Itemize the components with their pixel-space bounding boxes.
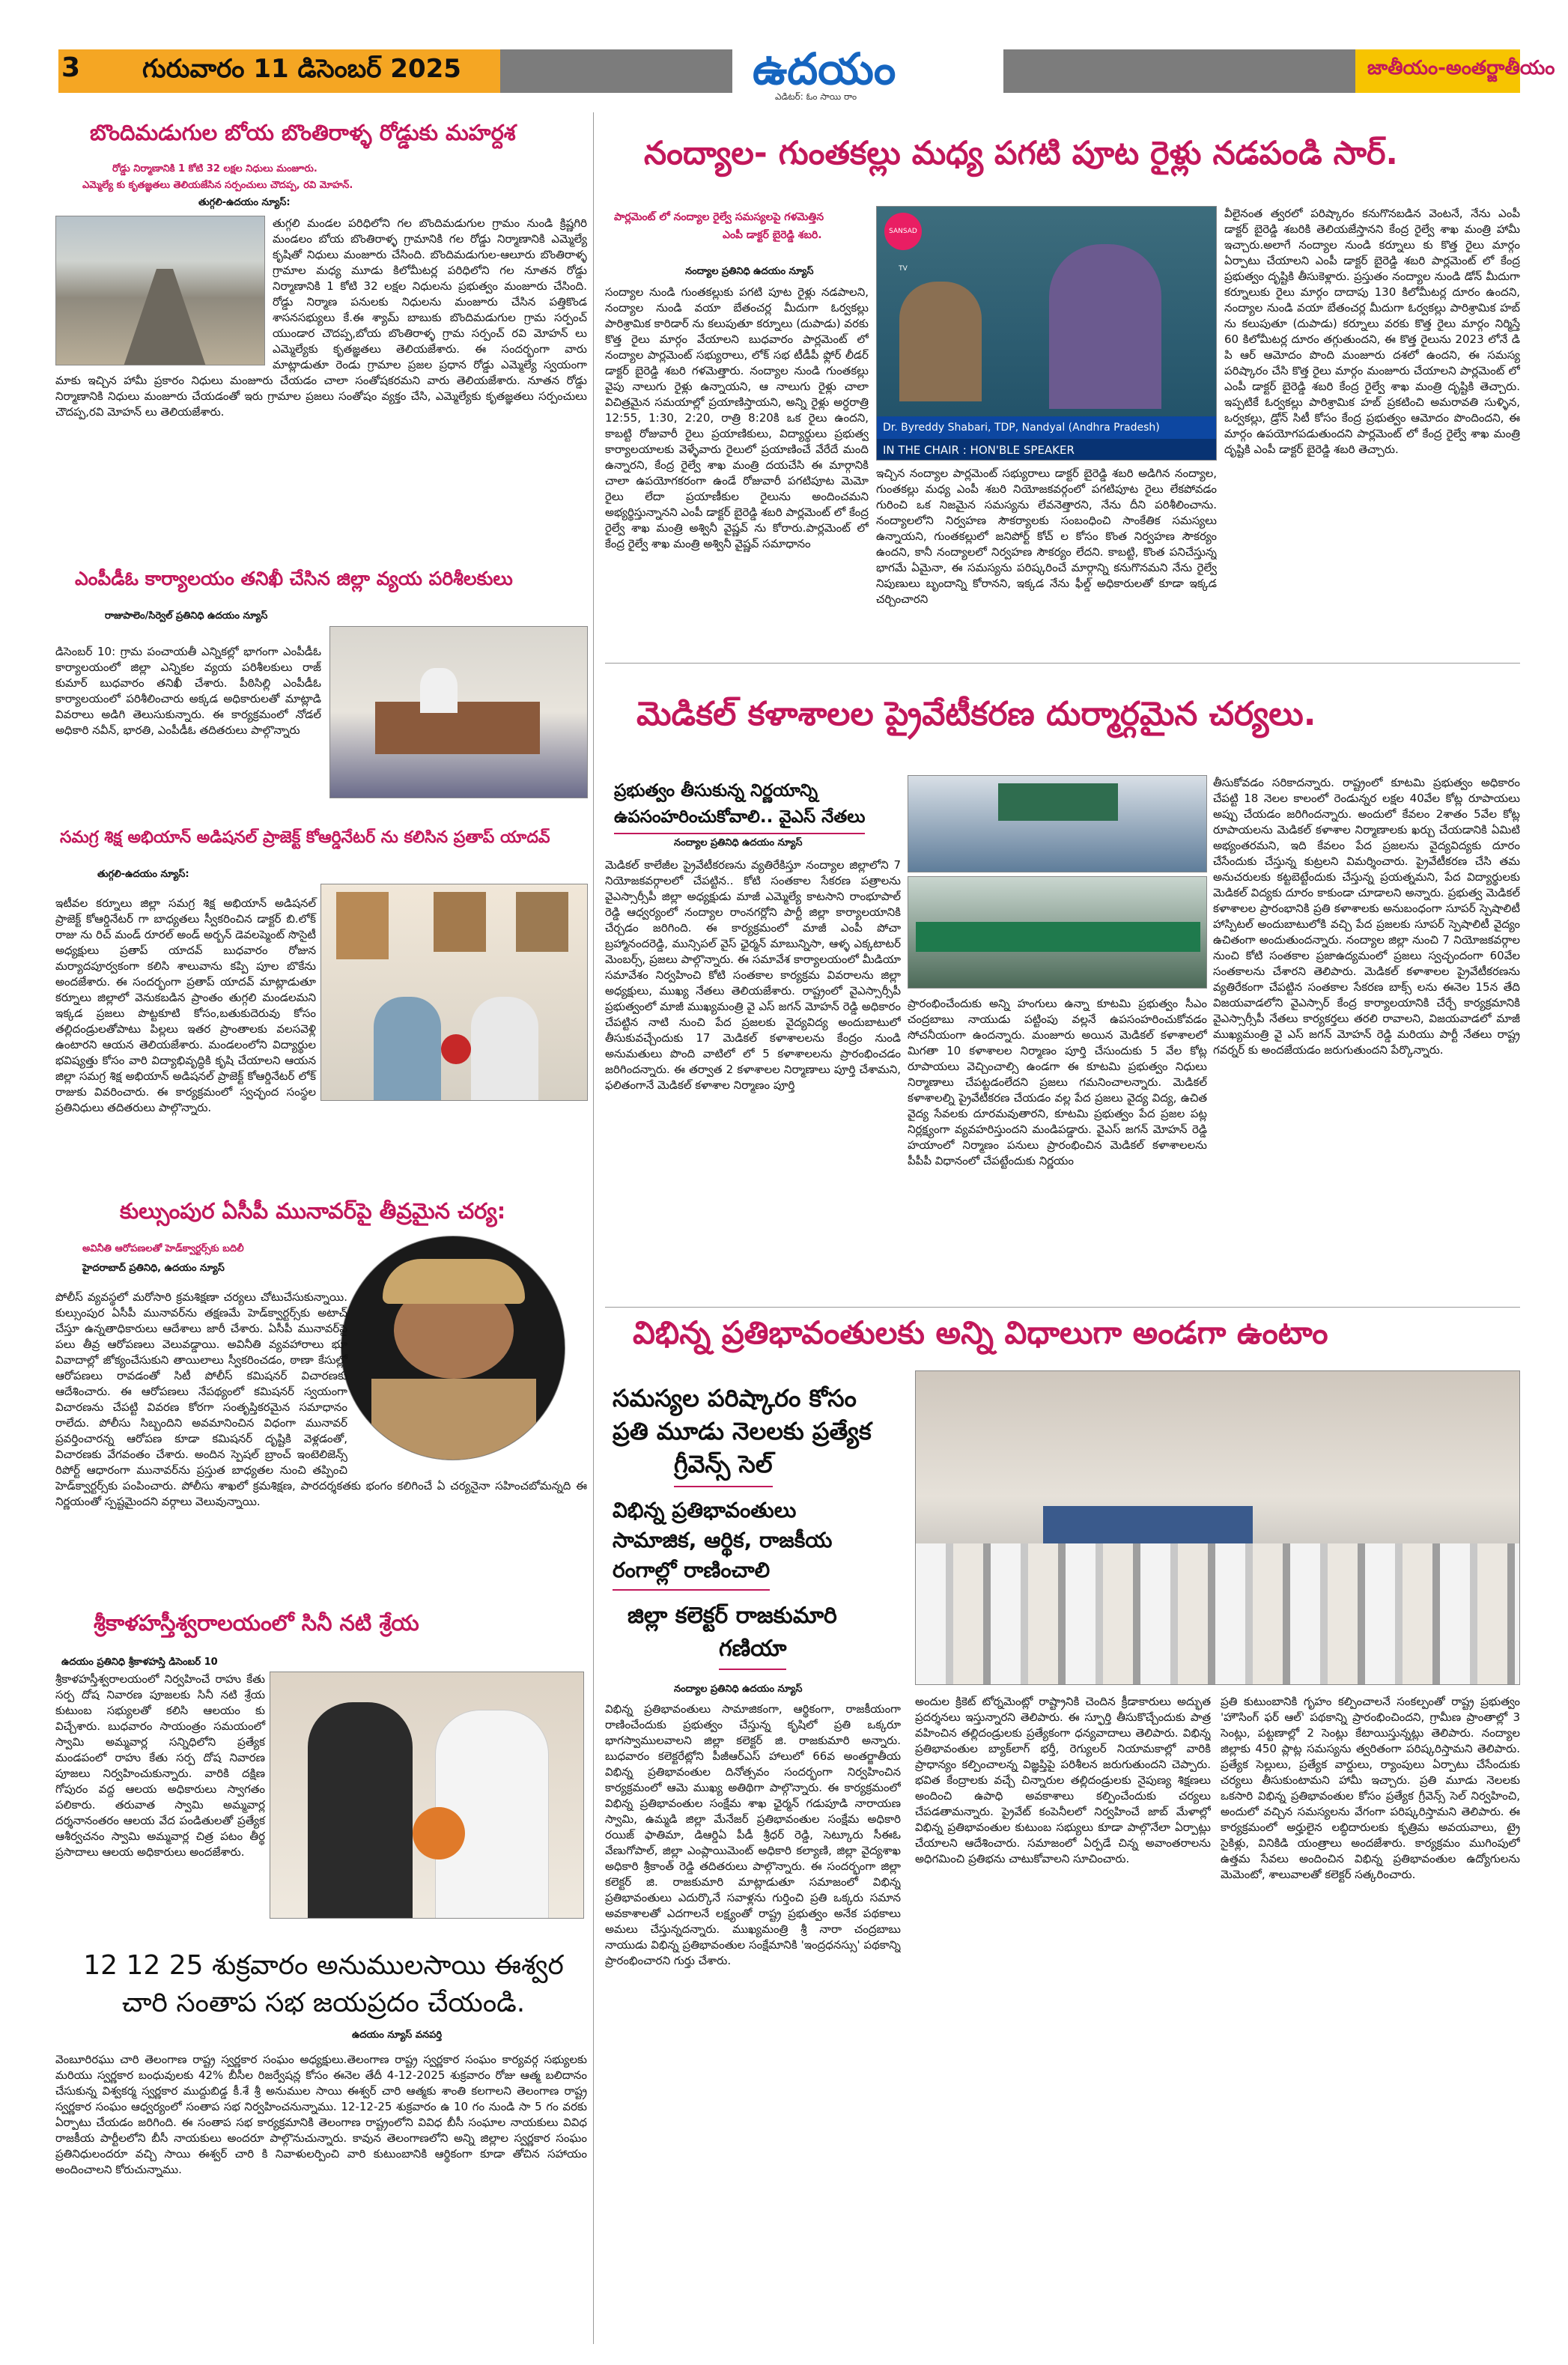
header-bar-gray-right — [1003, 49, 1355, 93]
medical-body-col1: మెడికల్ కాలేజీల ప్రైవేటీకరణను వ్యతిరేకిస్తూ నంద్యాల జిల్లాలోని 7 నియోజకవర్గాలలో చేపట్టిన.. కోటి సంతకాల సేకరణ పత్రాలను వైఎస్సార్సీపీ జిల్లా అధ్యక్షుడు మాజీ ఎమ్మెల్యే కాటసాని రాంభూపాల్ రెడ్డి ఆధ్వర్యంలో నంద్యాల రాంనగర్లోని పార్టీ జిల్లా కార్యాలయానికి చేర్చడం జరిగింది. ఈ కార్యక్రమంలో మాజీ ఎంపీ పోచా బ్రహ్మానందరెడ్డి, మున్సిపల్ వైస్ ఛైర్మన్ మాబున్నిసా, ఆళ్ళ ఎక్కటాటర్ మెంబర్స్, ప్రజలు పాల్గొన్నారు. ఈ సమావేశ కార్యాలయంలో మీడియా సమావేశం నిర్వహించి కోటి సంతకాల కార్యక్రమ వివరాలను జిల్లా అధ్యక్షులు, ముఖ్య నేతలు తెలియజేశారు. రాష్ట్రంలో వైఎస్సార్సీపీ ప్రభుత్వంలో మాజీ ముఖ్యమంత్రి వై ఎస్ జగన్ మోహన్ రెడ్డి అధికారం చేపట్టిన నాటి నుంచి పేద ప్రజలకు వైద్యవిద్య అందుబాటులో తీసుకువచ్చేందుకు 17 మెడికల్ కళాశాలలను కేంద్రం నుండి అనుమతులు పొంది వాటిలో లో 5 కళాశాలలను ప్రారంభించడం జరిగిందన్నారు. ఈ తర్వాత 2 కళాశాలల నిర్మాణాలు పూర్తి చేశామని, ఫలితంగానే మెడికల్ కళాశాల నిర్మాణం పూర్తి — [605, 858, 901, 1092]
medical-subhead-1: ప్రభుత్వం తీసుకున్న నిర్ణయాన్ని — [614, 781, 818, 801]
trains-body-col3: వీలైనంత త్వరలో పరిష్కారం కనుగొనబడిన వెంటనే, నేను ఎంపీ డాక్టర్ బైరెడ్డి శబరికి తెలియజేస్తానని కేంద్ర రైల్వే శాఖ మంత్రి హామీ ఇచ్చారు.అలాగే నంద్యాల నుండి కర్నూలు కు కొత్త రైలు మార్గం ఏర్పాటు చేయాలని ఎంపీ డాక్టర్ బైరెడ్డి శబరి పార్లమెంట్ లో కేంద్ర ప్రభుత్వం దృష్టికి తీసుకెళ్లారు. ప్రస్తుతం నంద్యాల నుండి డోన్ మీదుగా కర్నూలుకు రైలు మార్గం దాదాపు 130 కిలోమీటర్ల దూరం ఉందని, నంద్యాల నుండి వయా బేతంచర్ల మీదుగా ఓర్వకల్లు పారిశ్రామిక హబ్ ను కలుపుతూ (దుపాడు) కర్నూలు వరకు కొత్త రైలు మార్గం నిర్మిస్తే 60 కిలోమీటర్ల దూరం తగ్గుతుందని, ఈ కొత్త రైలును 2023 లోనే డి పి ఆర్ ఆమోదం పొంది మంజూరు దశలో ఉందని, ఈ సమస్య పరిష్కారం చేసి కొత్త రైలు మార్గం మంజూరు చేయాలని పార్లమెంట్ లో ఎంపీ డాక్టర్ బైరెడ్డి శబరి కేంద్ర రైల్వే శాఖ మంత్రి దృష్టికి తెచ్చారు. ఇప్పటికే ఓర్వకల్లు పారిశ్రామిక హబ్ ప్రకటించి అమరావతి సుళ్ళిన, ఒర్వకల్లు, డ్రోన్ సిటీ కోసం కేంద్ర ప్రభుత్వం ఆమోదం పొందిందని, ఈ మార్గం ఉపయోగపడుతుందని పార్లమెంట్ లో కేంద్ర రైల్వే శాఖ మంత్రి దృష్టికి ఎంపీ డాక్టర్ బైరెడ్డి శబరి తెచ్చారు. — [1224, 207, 1520, 456]
section-name: జాతీయం-అంతర్జాతీయం — [1367, 57, 1555, 79]
logo-text: ఉదయం — [753, 43, 896, 94]
photo-caption-2: IN THE CHAIR : HON'BLE SPEAKER — [877, 439, 1217, 461]
meeting-headline: 12 12 25 శుక్రవారం అనుములసాయి ఈశ్వర చారి సంతాప సభ జయప్రదం చేయండి. — [83, 1950, 564, 2018]
photo-caption-1: Dr. Byreddy Shabari, TDP, Nandyal (Andhra Pradesh) — [877, 416, 1217, 439]
medical-byline: నంద్యాల ప్రతినిధి ఉదయం న్యూస్ — [674, 837, 803, 848]
grievance-headline: విభిన్న ప్రతిభావంతులకు అన్ని విధాలుగా అండగా ఉంటాం — [633, 1314, 1328, 1351]
road-byline: తుగ్గలి-ఉదయం న్యూస్: — [198, 197, 291, 208]
srikalahasti-body — [55, 1672, 587, 1934]
police-subhead: అవినీతి ఆరోపణలతో హెడ్‌క్వార్టర్స్‌కు బదిలీ — [82, 1243, 244, 1254]
grievance-subhead-1c: గ్రీవెన్స్ సెల్ — [674, 1450, 773, 1487]
mp-speaking-figure — [1049, 244, 1161, 409]
mpdo-byline: రాజుపాలెం/సిర్వెల్ ప్రతినిధి ఉదయం న్యూస్ — [105, 610, 268, 622]
grievance-subhead-3b: గణియా — [719, 1636, 786, 1670]
divider-trains-medical — [605, 663, 1520, 664]
grievance-body-col3: ప్రతి కుటుంబానికి గృహం కల్పించాలనే సంకల్పంతో రాష్ట్ర ప్రభుత్వం 'హౌసింగ్ ఫర్ ఆల్' పథకాన్ని ప్రారంభించిందని, గ్రామీణ ప్రాంతాల్లో 3 సెంట్లు, పట్టణాల్లో 2 సెంట్లు కేటాయిస్తున్నట్లు తెలిపారు. నంద్యాల జిల్లాకు 450 ప్లాట్ల సమస్యను త్వరితంగా పరిష్కరిస్తామని తెలిపారు. ప్రత్యేక సెల్లులు, ప్రత్యేక వార్డులు, ర్యాంపులు ఏర్పాటు చేసేందుకు చర్యలు తీసుకుంటామని హామీ ఇచ్చారు. ప్రతి మూడు నెలలకు ఒకసారి విభిన్న ప్రతిభావంతుల కోసం ప్రత్యేక గ్రీవెన్స్ సెల్ నిర్వహించి, అందులో వచ్చిన సమస్యలను వేగంగా పరిష్కరిస్తామని తెలిపారు. ఈ కార్యక్రమంలో అర్హులైన లబ్ధిదారులకు కృత్రిమ అవయవాలు, ట్రై సైకిళ్లు, వినికిడి యంత్రాలు అందజేశారు. కార్యక్రమం ముగింపులో ఉత్తమ సేవలు అందించిన విభిన్న ప్రతిభావంతుల ఉద్యోగులను మెమెంటో, శాలువాలతో కలెక్టర్ సత్కరించారు. — [1221, 1695, 1520, 1881]
page-number: 3 — [61, 52, 81, 83]
grievance-subhead-2b: సామాజిక, ఆర్థిక, రాజకీయ — [613, 1528, 833, 1552]
medical-photo-1 — [908, 775, 1207, 872]
road-headline: బొందిమడుగుల బోయ బొంతిరాళ్ళ రోడ్డుకు మహర్దశ — [90, 120, 516, 145]
header-bar-gray-left — [500, 49, 732, 93]
medical-subhead-2: ఉపసంహరించుకోవాలి.. వైఎస్ నేతలు — [614, 807, 865, 834]
grievance-subhead-2a: విభిన్న ప్రతిభావంతులు — [613, 1498, 797, 1522]
trains-photo — [876, 206, 1217, 461]
divider-medical-grievance — [605, 1307, 1520, 1308]
trains-subhead-2: ఎంపీ డాక్టర్ బైరెడ్డి శబరి. — [723, 229, 822, 241]
ssa-body-text: ఇటీవల కర్నూలు జిల్లా సమగ్ర శిక్ష అభియాన్ అడిషనల్ ప్రాజెక్ట్ కోఆర్డినేటర్ గా బాధ్యతలు స్వీకరించిన డాక్టర్ బి.లోక్ రాజు ను రిచ్ మండ్ రూరల్ అండ్ అర్బన్ డెవలప్మెంట్ సొసైటీ అధ్యక్షులు ప్రతాప్ యాదవ్ బుధవారం రోజున మర్యాదపూర్వకంగా కలిసి శాలువాను కప్పి పూల బొకేను అందజేశారు. ఈ సందర్భంగా ప్రతాప్ యాదవ్ మాట్లాడుతూ కర్నూలు జిల్లాలో వెనుకబడిన ప్రాంతం తుగ్గలి మండలమని ఇక్కడ ప్రజలు పొట్టకూటి కోసం,బతుకుదెరువు కోసం తల్లిదండ్రులతోపాటు పిల్లలు ఇతర ప్రాంతాలకు వలసవెళ్లి ఉంటారని ఆయన తెలియజేశారు. మండలంలోని విద్యార్థుల భవిష్యత్తు కోసం వారి విద్యాభివృద్ధికి కృషి చేయాలని ఆయన జిల్లా సమగ్ర శిక్ష అభియాన్ అడిషనల్ ప్రాజెక్ట్ కోఆర్డినేటర్ లోక్ రాజుకు వివరించారు. ఈ కార్యక్రమంలో స్వచ్ఛంద సంస్థల ప్రతినిధులు తదితరులు పాల్గొన్నారు. — [55, 896, 316, 1114]
grievance-subhead-1a: సమస్యల పరిష్కారం కోసం — [613, 1384, 857, 1412]
sansad-tv-logo: SANSAD TV — [884, 213, 922, 250]
grievance-subhead-2c: రంగాల్లో రాణించాలి — [613, 1558, 770, 1591]
meeting-byline: ఉదయం న్యూస్ వనపర్తి — [352, 2029, 443, 2041]
road-subhead-1: రోడ్డు నిర్మాణానికి 1 కోటి 32 లక్షల నిధులు మంజూరు. — [112, 163, 317, 174]
ssa-byline: తుగ్గలి-ఉదయం న్యూస్: — [97, 869, 189, 880]
official-figure — [420, 668, 458, 713]
column-divider-left — [593, 112, 594, 1326]
office-table — [375, 702, 540, 754]
grievance-subhead-3a: జిల్లా కలెక్టర్ రాజకుమారి — [627, 1603, 837, 1629]
road-photo-spacer — [55, 216, 273, 369]
people-row — [916, 1543, 1520, 1685]
ssa-body — [55, 896, 587, 1195]
mpdo-headline: ఎంపీడీఓ కార్యాలయం తనిఖీ చేసిన జిల్లా వ్యయ పరిశీలకులు — [75, 568, 513, 589]
police-body-text: పోలీస్ వ్యవస్థలో మరోసారి క్రమశిక్షణా చర్యలు చోటుచేసుకున్నాయి. కుల్సుంపుర ఏసీపీ మునావర్‌ను తక్షణమే హెడ్‌క్వార్టర్స్‌కు అటాచ్ చేస్తూ ఉన్నతాధికారులు ఆదేశాలు జారీ చేశారు. ఏసీపీ మునావర్‌పై పలు తీవ్ర ఆరోపణలు వెలువడ్డాయి. అవినీతి వ్యవహారాలు భూ వివాదాల్లో జోక్యంచేసుకుని తాయిలాలు స్వీకరించడం, ఠాణా కేసుల్లో ఆరోపణలు రావడంతో సిటీ పోలీస్ కమిషనర్ విచారణకు ఆదేశించారు. ఈ ఆరోపణలు నేపథ్యంలో కమిషనర్ స్వయంగా విచారణను చేపట్టి వివరణ కోరగా సంతృప్తికరమైన సమాధానం రాలేదు. పోలీసు సిబ్బందిని అవమానించిన విధంగా మునావర్ ప్రవర్తించారన్న ఆరోపణ కూడా కమిషనర్ దృష్టికి వెళ్లడంతో, విచారణకు వేగవంతం చేశారు. అందిన స్పెషల్ బ్రాంచ్ ఇంటెలిజెన్స్ రిపోర్ట్ ఆధారంగా మునావర్‌ను ప్రస్తుత బాధ్యతల నుంచి తప్పించి హెడ్‌క్వార్టర్స్‌కు పంపించారు. పోలీసు శాఖలో క్రమశిక్షణ, పారదర్శకతకు భంగం కలిగించే ఏ చర్యనైనా సహించబోమన్నది ఈ నిర్ణయంతో స్పష్టమైందని వర్గాలు వెలువున్నాయి. — [55, 1290, 587, 1508]
police-headline: కుల్సుంపుర ఏసీపీ మునావర్‌పై తీవ్రమైన చర్య: — [120, 1198, 506, 1224]
medical-body-col3: తీసుకోవడం సరికాదన్నారు. రాష్ట్రంలో కూటమి ప్రభుత్వం అధికారం చేపట్టి 18 నెలల కాలంలో రెండున్నర లక్షల 40వేల కోట్ల రూపాయలు అప్పు చేయడం జరిగిందన్నారు. అందులో కేవలం 2శాతం 5వేల కోట్ల రూపాయలను మెడికల్ కళాశాల నిర్మాణాలకు ఖర్చు చేయడానికి ఏమిటి అభ్యంతరమని, ఇది కేవలం పేద ప్రజలను వైద్యవిద్యకు దూరం చేసేందుకు చేస్తున్న కుట్రలని విమర్శించారు. ప్రైవేటీకరణ చేసి తమ అనుచరులకు కట్టబెట్టేందుకు చేస్తున్న ప్రయత్నమని, పేద విద్యార్థులకు మెడికల్ విద్యకు దూరం కాకుండా చూడాలని అన్నారు. ప్రభుత్వ మెడికల్ కళాశాలల ప్రారంభానికి ప్రతి కళాశాలకు అనుబంధంగా సూపర్ స్పెషాలిటీ హాస్పిటల్ అందుబాటులోకి వచ్చి పేద ప్రజలకు సూపర్ స్పెషాలిటీ వైద్యం ఉచితంగా అందుతుందన్నారు. నంద్యాల జిల్లా నుంచి 7 నియోజకవర్గాల నుంచి కోటి సంతకాల ప్రజాఉద్యమంలో ప్రజలు స్వచ్ఛందంగా 60వేల సంతకాలను చేశారని తెలిపారు. మెడికల్ కళాశాలల ప్రైవేటీకరణను వ్యతిరేకంగా చేపట్టిన సంతకాల సేకరణ బాక్స్ లను ఈనెల 15న తేది విజయవాడలోని వైఎస్సార్ కేంద్ర కార్యాలయానికి చేర్చే కార్యక్రమానికి వైఎస్సార్సీపీ నేతలు కార్యకర్తలు తరలి రావాలని, విజయవాడలో మాజీ ముఖ్యమంత్రి వై ఎస్ జగన్ మోహన్ రెడ్డి మరియు పార్టీ నేతలు రాష్ట్ర గవర్నర్ కు అందజేయడం జరుగుతుందని పేర్కొన్నారు. — [1213, 776, 1520, 1057]
protest-banner — [916, 922, 1200, 952]
ssa-photo-spacer — [316, 896, 587, 1113]
trains-body-col2: ఇచ్చిన నంద్యాల పార్లమెంట్ సభ్యురాలు డాక్టర్ బైరెడ్డి శబరి అడిగిన నంద్యాల, గుంతకల్లు మధ్య ఎంపీ శబరి నియోజకవర్గంలో పగటిపూట రైలు లేకపోవడం గురించి ఒక నిజమైన సమస్యను లేవనెత్తారని, నేను దీని పరిశీలించాను. నంద్యాలలోని నిర్వహణ సౌకర్యాలకు సంబంధించి సాంకేతిక సమస్యలు ఉన్నాయని, గుంతకల్లులో జనిపోర్ట్ కోచ్ ల కోసం కొంత నిర్వహణ సౌకర్యం ఉందని, కానీ నంద్యాలలో నిర్వహణ సౌకర్యం లేదని. కాబట్టి, కొంత పనిచేస్తున్న భాగమే ఏమైనా, ఈ సమస్యను పరిష్కరించే మార్గాన్ని కనుగొనమని నేను రైల్వే నిపుణులు బృందాన్ని కోరానని, ఇక్కడ నేను ఫీల్డ్ అధికారులతో కూడా ఇక్కడ చర్చించారని — [876, 467, 1217, 606]
road-body-text: తుగ్గలి మండల పరిధిలోని గల బొందిమడుగుల గ్రామం నుండి క్రిష్ణగిరి మండలం బోయ బొంతిరాళ్ళ గ్రామానికి గల రోడ్డు నిర్మాణానికి ఎమ్మెల్యే కృషితో నిధులు మంజూరు చేసింది. బొందిమడుగుల-ఆలూరు బొంతిరాళ్ళ గ్రామాల మధ్య మూడు కిలోమీటర్ల పరిధిలోని గల నూతన రోడ్డు నిర్మాణానికి 1 కోటి 32 లక్షల నిధులను ప్రభుత్వం మంజూరు చేసింది. రోడ్డు నిర్మాణ పనులకు నిధులను మంజూరు చేసిన పత్తికొండ శాసనసభ్యులు కే.ఈ శ్యామ్ బాబుకు బొందిమడుగుల గ్రామ సర్పంచ్ యుండార చౌదప్ప,బోయ బొంతిరాళ్ళ గ్రామ సర్పంచ్ రవి మోహన్ లు ఎమ్మెల్యేకు కృతజ్ఞతలు తెలియజేశారు. ఈ సందర్భంగా వారు మాట్లాడుతూ రెండు గ్రామాల ప్రజల ప్రధాన రోడ్డు ఎమ్మెల్యే స్వయంగా మాకు ఇచ్చిన హామీ ప్రకారం నిధులు మంజూరు చేయడం చాలా సంతోషకరమని వారు తెలియజేశారు. నూతన రోడ్డు నిర్మాణానికి నిధులు మంజూరు చేయడంతో ఇరు గ్రామాల ప్రజలు సంతోషం వ్యక్తం చేసి, ఎమ్మెల్యేకు కృతజ్ఞతలు సర్పంచులు చౌదప్ప,రవి మోహన్ లు తెలియజేశారు. — [55, 216, 587, 419]
grievance-photo — [915, 1370, 1520, 1685]
srikalahasti-body-text: శ్రీకాళహస్తీశ్వరాలయంలో నిర్వహించే రాహు కేతు సర్ప దోష నివారణ పూజలకు సినీ నటి శ్రేయ కుటుంబ సభ్యులతో కలిసి ఆలయం కు విచ్చేశారు. బుధవారం సాయంత్రం సమయంలో స్వామి అమ్మవార్ల సన్నిధిలోని ప్రత్యేక మండపంలో రాహు కేతు సర్ప దోష నివారణ పూజలు నిర్వహించుకున్నారు. వారికి దక్షిణ గోపురం వద్ద ఆలయ అధికారులు స్వాగతం పలికారు. తరువాత స్వామి అమ్మవార్ల దర్శనానంతరం ఆలయ వేద పండితులతో ప్రత్యేక ఆశీర్వచనం స్వామి అమ్మవార్ల చిత్ర పటం తీర్థ ప్రసాదాలు ఆలయ అధికారులు అందజేశారు. — [55, 1672, 265, 1859]
road-subhead-2: ఎమ్మెల్యే కు కృతజ్ఞతలు తెలియజేసిన సర్పంచులు చౌదప్ప, రవి మోహన్. — [82, 180, 353, 191]
medical-body-col2: ప్రారంభించేందుకు అన్ని హంగులు ఉన్నా కూటమి ప్రభుత్వం సీఎం చంద్రబాబు నాయుడు పట్టింపు వల్లనే ఉపసంహరించుకోవడం సోచనీయంగా ఉందన్నారు. మంజూరు అయిన మెడికల్ కళాశాలలో మిగతా 10 కళాశాలల నిర్మాణం పూర్తి చేసుందుకు 5 వేల కోట్ల రూపాయలు వెచ్చించాల్సి ఉండగా ఈ కూటమి ప్రభుత్వం నిధులు నిర్మాణాలు చేపట్టడంలేదని ప్రజలు గమనించాలన్నారు. మెడికల్ కళాశాలల్ని ప్రైవేటీకరణ చేయడం వల్ల పేద ప్రజలు వైద్య విద్య, ఉచిత వైద్య సేవలకు దూరమవుతారని, కూటమి ప్రభుత్వం పేద ప్రజల పట్ల నిర్లక్ష్యంగా వ్యవహరిస్తుందని మండిపడ్డారు. వైఎస్ జగన్ మోహన్ రెడ్డి హయాంలో నిర్మాణం పనులు ప్రారంభించిన మెడికల్ కళాశాలలను పీపీపీ విధానంలో చేపట్టేందుకు నిర్ణయం — [908, 997, 1207, 1168]
srikalahasti-headline: శ్రీకాళహస్తీశ్వరాలయంలో సినీ నటి శ్రేయ — [94, 1610, 419, 1636]
trains-headline: నంద్యాల- గుంతకల్లు మధ్య పగటి పూట రైళ్లు నడపండి సార్. — [644, 135, 1398, 172]
mpdo-photo — [329, 626, 588, 798]
grievance-body-col1: విభిన్న ప్రతిభావంతులు సామాజికంగా, ఆర్థికంగా, రాజకీయంగా రాణించేందుకు ప్రభుత్వం చేస్తున్న కృషిలో ప్రతి ఒక్కరూ భాగస్వాములవాలని జిల్లా కలెక్టర్ జి. రాజకుమారి అన్నారు. బుధవారం కలెక్టరేట్లోని పీజీఆర్ఎస్ హాలులో 66వ అంతర్జాతీయ విభిన్న ప్రతిభావంతుల దినోత్సవం సందర్భంగా నిర్వహించిన కార్యక్రమంలో ఆమె ముఖ్య అతిథిగా పాల్గొన్నారు. ఈ కార్యక్రమంలో విభిన్న ప్రతిభావంతుల సంక్షేమ శాఖ ఛైర్మన్ గడుపూడి నారాయణ స్వామి, ఉమ్మడి జిల్లా మేనేజర్ ప్రతిభావంతుల సంక్షేమ అధికారి రయిజ్ ఫాతిమా, డిఆర్డిఏ పీడీ శ్రీధర్ రెడ్డి, సెట్కూరు సీఈఓ వేణుగోపాల్, జిల్లా ఎంప్లాయిమెంట్ అధికారి కల్యాణి, జిల్లా వైద్యశాఖ అధికారి శ్రీకాంత్ రెడ్డి తదితరులు పాల్గొన్నారు. ఈ సందర్భంగా జిల్లా కలెక్టర్ జి. రాజకుమారి మాట్లాడుతూ సమాజంలో విభిన్న ప్రతిభావంతులు ఎదుర్కొనే సవాళ్లను గుర్తించి ప్రతి ఒక్కరు సమాన అవకాశాలతో ఎదగాలనే లక్ష్యంతో రాష్ట్ర ప్రభుత్వం అనేక పథకాలు అమలు చేస్తున్నదన్నారు. ముఖ్యమంత్రి శ్రీ నారా చంద్రబాబు నాయుడు విభిన్న ప్రతిభావంతుల సంక్షేమానికి 'ఇంద్రధనస్సు' పథకాన్ని ప్రారంభించారని గుర్తు చేశారు. — [605, 1702, 901, 1967]
masthead-logo — [753, 43, 1007, 105]
member-figure-left — [899, 282, 982, 401]
srikalahasti-byline: ఉదయం ప్రతినిధి శ్రీకాళహస్తి డిసెంబర్ 10 — [61, 1657, 218, 1668]
medical-headline: మెడికల్ కళాశాలల ప్రైవేటీకరణ దుర్మార్గమైన చర్యలు. — [636, 695, 1316, 733]
grievance-body-col2: అందుల క్రికెట్ టోర్నమెంట్లో రాష్ట్రానికి చెందిన క్రీడాకారులు అద్భుత ప్రదర్శనలు ఇస్తున్నారని తెలిపారు. ఈ స్ఫూర్తి తీసుకొచ్చేందుకు పాత్ర వహించిన తల్లిదండ్రులకు ప్రత్యేకంగా ధన్యవాదాలు తెలిపారు. విభిన్న ప్రతిభావంతుల బ్యాక్‌లాగ్ భర్తీ, రెగ్యులర్ నియామకాల్లో వారికి ప్రాధాన్యం కల్పించాలన్న విజ్ఞప్తిపై పరిశీలన జరుగుతుందని చెప్పారు. భవిత కేంద్రాలకు వచ్చే చిన్నారుల తల్లిదండ్రులకు నైపుణ్య శిక్షణలు అందించి ఉపాధి అవకాశాలు కల్పించేందుకు చర్యలు చేపడతామన్నారు. ప్రైవేట్ కంపెనీలలో నిర్వహించే జాబ్ మేళాల్లో విభిన్న ప్రతిభావంతుల కుటుంబ సభ్యులు కూడా పాల్గొనేలా ఏర్పాట్లు చేయాలని ఆదేశించారు. సమాజంలో ఏర్పడే చిన్న అవాంతరాలను అధిగమించి ప్రతిభను చాటుకోవాలని సూచించారు. — [915, 1695, 1211, 1865]
trains-body-col1: సంద్యాల నుండి గుంతకల్లుకు పగటి పూట రైళ్లు నడపాలని, నంద్యాల నుండి వయా బేతంచర్ల మీదుగా ఓర్వకల్లు పారిశ్రామిక కారిడార్ ను కలుపుతూ కర్నూలు (దుపాడు) వరకు కొత్త రైలు మార్గం వేయాలని బుధవారం పార్లమెంట్ లో నంద్యాల పార్లమెంట్ సభ్యురాలు, లోక్ సభ టీడీపీ ఫ్లోర్ లీడర్ డాక్టర్ బైరెడ్డి శబరి గళమెత్తారు. నంద్యాల నుండి గుంతకల్లు వైపు నాలుగు రైళ్లు ఉన్నాయని, ఆ నాలుగు రైళ్లు చాలా విచిత్రమైన సమయాల్లో ప్రయాణిస్తాయని, అన్ని రైళ్లు అర్ధరాత్రి 12:55, 1:30, 2:20, రాత్రి 8:20కి ఒక రైలు ఉందని, కాబట్టి రోజువారీ రైలు ప్రయాణికులు, విద్యార్థులు ప్రభుత్వ కార్యాలయాలకు వెళ్ళేవారు రైలులో ప్రయాణించే వేరేదే మంది ఉన్నారని, కేంద్ర రైల్వే శాఖ మంత్రి దయచేసి ఈ మార్గానికి చాలా ఉపయోగకరంగా ఉండే రోజువారీ పగటిపూట మెమో రైలు లేదా ప్రయాణీకుల రైలును అందించమని అభ్యర్థిస్తున్నానని ఎంపీ డాక్టర్ బైరెడ్డి శబరి పార్లమెంట్ లో కేంద్ర రైల్వే శాఖ మంత్రి అశ్వినీ వైష్ణవ్ ను కోరారు.పార్లమెంట్ లో కేంద్ర రైల్వే శాఖ మంత్రి అశ్వినీ వైష్ణవ్ సమాధానం — [605, 285, 869, 550]
trains-byline: నంద్యాల ప్రతినిధి ఉదయం న్యూస్ — [685, 266, 814, 277]
mpdo-body: డిసెంబర్ 10: గ్రామ పంచాయతీ ఎన్నికల్లో భాగంగా ఎంపీడీఓ కార్యాలయంలో జిల్లా ఎన్నికల వ్యయ పరిశీలకులు రాజ్ కుమార్ బుధవారం తనిఖీ చేశారు. పీఠిసిల్లి ఎంపీడీఓ కార్యాలయంలో పరిశీలించారు అక్కడ అధికారులతో మాట్లాడి వివరాలు అడిగి తెలుసుకున్నారు. ఈ కార్యక్రమంలో నోడల్ అధికారి నవీన్, భారతి, ఎంపీడీఓ తదితరులు పాల్గొన్నారు — [55, 645, 321, 737]
logo-tagline: ఎడిటర్: ఓం సాయి రాం — [775, 91, 857, 102]
police-photo-spacer — [347, 1290, 587, 1477]
banner-shape — [998, 783, 1118, 821]
ssa-headline: సమగ్ర శిక్ష అభియాన్ అడిషనల్ ప్రాజెక్ట్ కోఆర్డినేటర్ ను కలిసిన ప్రతాప్ యాదవ్ — [60, 828, 550, 847]
issue-date: గురువారం 11 డిసెంబర్ 2025 — [142, 54, 461, 84]
police-body — [55, 1290, 587, 1597]
srikalahasti-photo-spacer — [265, 1672, 587, 1919]
road-body — [55, 216, 587, 485]
medical-photo-2 — [908, 876, 1207, 989]
police-byline: హైదరాబాద్ ప్రతినిధి, ఉదయం న్యూస్ — [82, 1263, 225, 1274]
grievance-subhead-1b: ప్రతి మూడు నెలలకు ప్రత్యేక — [613, 1417, 872, 1445]
trains-subhead-1: పార్లమెంట్ లో నంద్యాల రైల్వే సమస్యలపై గళమెత్తిన — [614, 211, 824, 223]
grievance-byline: నంద్యాల ప్రతినిధి ఉదయం న్యూస్ — [674, 1684, 803, 1695]
meeting-body: వెంబూరిరఘు చారి తెలంగాణ రాష్ట్ర స్వర్ణకార సంఘం అధ్యక్షులు.తెలంగాణ రాష్ట్ర స్వర్ణకార సంఘం కార్యవర్గ సభ్యులకు మరియు స్వర్ణకార బంధువులకు 42% బీసీల రిజర్వేషన్ల కోసం ఈనెల తేదీ 4-12-2025 శుక్రవారం రోజు ఆత్మ బలిదానం చేసుకున్న విశ్వకర్మ స్వర్ణకార ముద్దుబిడ్డ కీ.శే శ్రీ అనుముల సాయి ఈశ్వర్ చారి ఆత్మకు శాంతి కలగాలని తెలంగాణ రాష్ట్ర స్వర్ణకార సంఘం ఆధ్వర్యంలో సంతాప సభ నిర్వహించనున్నాము. 12-12-25 శుక్రవారం ఉ 10 గం నుండి సా 5 గం వరకు ఏర్పాటు చేయడం జరిగింది. ఈ సంతాప సభ కార్యక్రమానికి తెలంగాణ రాష్ట్రంలోని వివిధ బీసీ సంఘాల నాయకులు వివిధ రాజకీయ పార్టీలలోని బీసీ నాయకులు అందరూ పాల్గొనుచున్నారు. కావున తెలంగాణలోని అన్ని జిల్లాల స్వర్ణకార సంఘం ప్రతినిధులందరూ వచ్చి సాయి ఈశ్వర్ చారి కి నివాళులర్పించి వారి కుటుంబానికి ఆర్థికంగా కూడా తోచిన సహాయం అందించాలని కోరుచున్నాము. — [55, 2053, 587, 2176]
column-divider-left-lower — [593, 1326, 594, 2344]
